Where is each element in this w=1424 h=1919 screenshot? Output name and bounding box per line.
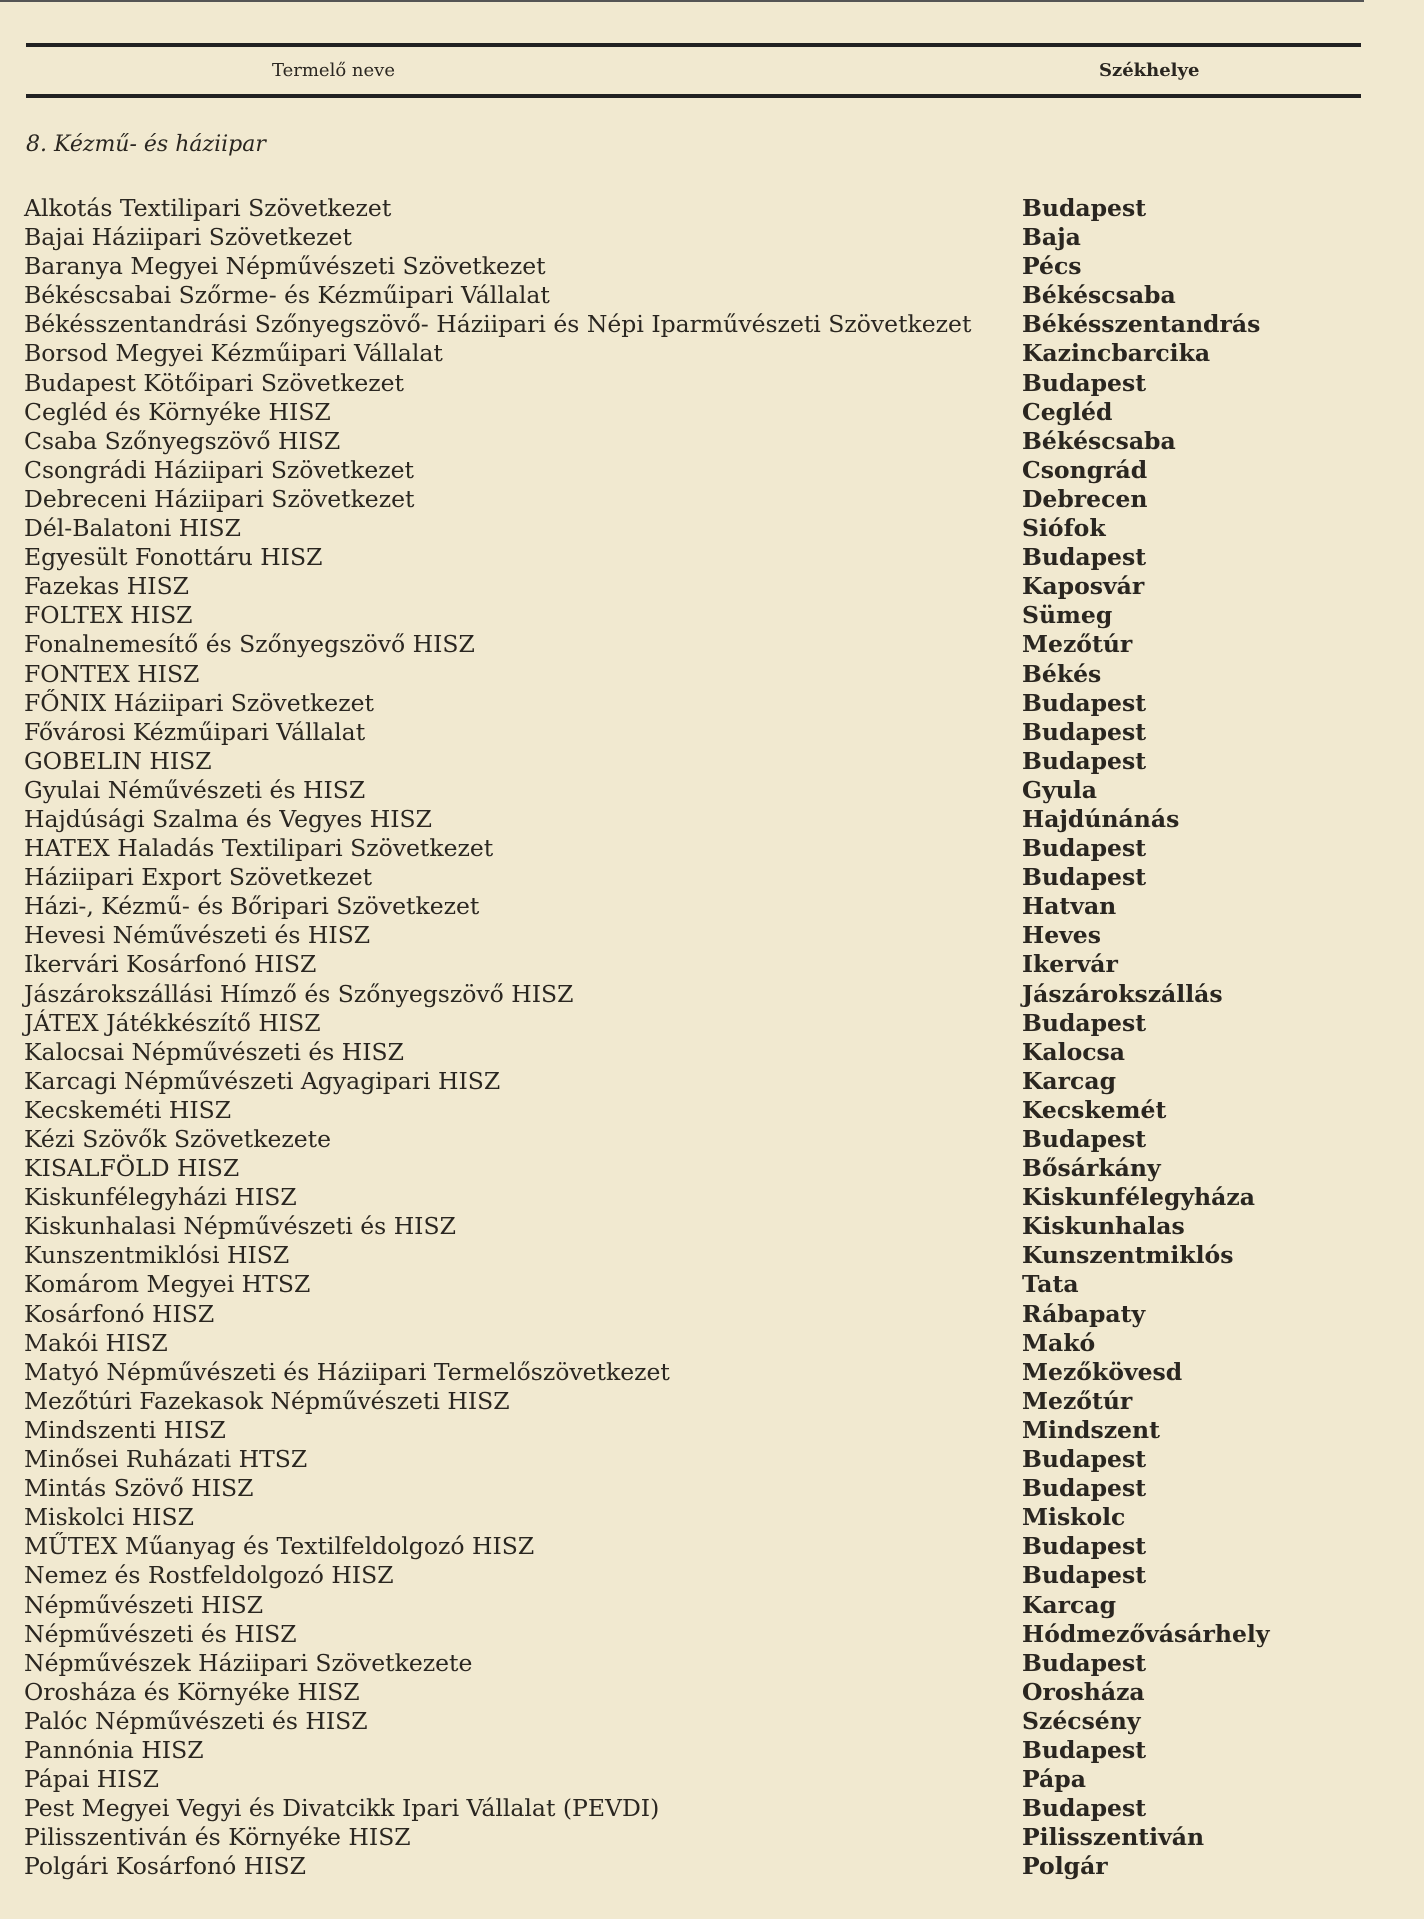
- producer-name: Pápai HISZ: [24, 1765, 160, 1794]
- table-row: [24, 514, 1404, 543]
- table-row: [24, 456, 1404, 485]
- producer-seat: Baja: [1022, 223, 1081, 252]
- table-row: [24, 660, 1404, 689]
- producer-name: Pilisszentiván és Környéke HISZ: [24, 1823, 411, 1852]
- producer-name: Mindszenti HISZ: [24, 1415, 226, 1444]
- producer-name: Pannónia HISZ: [24, 1735, 204, 1764]
- producer-name: Karcagi Népművészeti Agyagipari HISZ: [24, 1066, 501, 1095]
- producer-name: Baranya Megyei Népművészeti Szövetkezet: [24, 252, 546, 281]
- producer-seat: Rábapaty: [1022, 1299, 1146, 1328]
- producer-name: Budapest Kötőipari Szövetkezet: [24, 368, 404, 397]
- producer-name: Debreceni Háziipari Szövetkezet: [24, 484, 415, 513]
- producer-name: Házi-, Kézmű- és Bőripari Szövetkezet: [24, 892, 480, 921]
- producer-name: Békéscsabai Szőrme- és Kézműipari Vállalat: [24, 281, 550, 310]
- producer-name: JÁTEX Játékkészítő HISZ: [24, 1008, 321, 1037]
- table-row: [24, 718, 1404, 747]
- producer-seat: Kiskunhalas: [1022, 1212, 1185, 1241]
- producer-seat: Pilisszentiván: [1022, 1823, 1205, 1852]
- table-row: [24, 1532, 1404, 1561]
- producer-seat: Mezőtúr: [1022, 1386, 1133, 1415]
- producer-seat: Budapest: [1022, 746, 1147, 775]
- producer-name: Kiskunhalasi Népművészeti és HISZ: [24, 1212, 456, 1241]
- producer-name: Hajdúsági Szalma és Vegyes HISZ: [24, 804, 432, 833]
- table-row: [24, 601, 1404, 630]
- producer-seat: Kazincbarcika: [1022, 339, 1211, 368]
- producer-name: Polgári Kosárfonó HISZ: [24, 1852, 306, 1881]
- producer-name: Kecskeméti HISZ: [24, 1095, 232, 1124]
- table-row: [24, 485, 1404, 514]
- producer-seat: Pápa: [1022, 1765, 1086, 1794]
- producer-seat: Budapest: [1022, 717, 1147, 746]
- producer-seat: Budapest: [1022, 1794, 1147, 1823]
- table-row: [24, 1823, 1404, 1852]
- producer-seat: Budapest: [1022, 834, 1147, 863]
- table-row: [24, 1591, 1404, 1620]
- producer-seat: Ikervár: [1022, 950, 1118, 979]
- producer-seat: Budapest: [1022, 1648, 1147, 1677]
- producer-seat: Budapest: [1022, 1474, 1147, 1503]
- producer-name: Kunszentmiklósi HISZ: [24, 1241, 290, 1270]
- producer-seat: Bősárkány: [1022, 1154, 1161, 1183]
- producer-name: GOBELIN HISZ: [24, 746, 212, 775]
- producer-name: Gyulai Néművészeti és HISZ: [24, 775, 366, 804]
- producer-seat: Kalocsa: [1022, 1037, 1126, 1066]
- producer-name: Kosárfonó HISZ: [24, 1299, 215, 1328]
- producer-name: Pest Megyei Vegyi és Divatcikk Ipari Vállalat (PEVDI): [24, 1794, 660, 1823]
- producer-name: Kiskunfélegyházi HISZ: [24, 1183, 297, 1212]
- producer-seat: Heves: [1022, 921, 1101, 950]
- table-row: [24, 1212, 1404, 1241]
- producer-name: Ikervári Kosárfonó HISZ: [24, 950, 317, 979]
- producer-name: Fővárosi Kézműipari Vállalat: [24, 717, 366, 746]
- table-row: [24, 1416, 1404, 1445]
- table-row: [24, 1620, 1404, 1649]
- producer-name: Csongrádi Háziipari Szövetkezet: [24, 455, 414, 484]
- table-row: [24, 1474, 1404, 1503]
- table-row: [24, 1154, 1404, 1183]
- producer-name: Hevesi Néművészeti és HISZ: [24, 921, 371, 950]
- table-row: [24, 543, 1404, 572]
- table-row: [24, 863, 1404, 892]
- producer-name: FŐNIX Háziipari Szövetkezet: [24, 688, 374, 717]
- producer-seat: Mezőtúr: [1022, 630, 1133, 659]
- table-row: [24, 1561, 1404, 1590]
- producer-seat: Csongrád: [1022, 455, 1148, 484]
- table-row: [24, 223, 1404, 252]
- table-row: [24, 194, 1404, 223]
- table-row: [24, 1125, 1404, 1154]
- table-row: [24, 1067, 1404, 1096]
- producer-seat: Siófok: [1022, 514, 1106, 543]
- producer-name: Cegléd és Környéke HISZ: [24, 397, 331, 426]
- producer-name: Népművészeti HISZ: [24, 1590, 264, 1619]
- table-row: [24, 1096, 1404, 1125]
- producer-seat: Budapest: [1022, 1735, 1147, 1764]
- producer-seat: Kunszentmiklós: [1022, 1241, 1234, 1270]
- table-row: [24, 1852, 1404, 1881]
- producer-seat: Békésszentandrás: [1022, 310, 1261, 339]
- table-row: [24, 1736, 1404, 1765]
- producer-seat: Budapest: [1022, 194, 1147, 222]
- section-title: 8. Kézmű- és háziipar: [26, 132, 266, 157]
- producer-seat: Hódmezővásárhely: [1022, 1619, 1270, 1648]
- table-row: [24, 1329, 1404, 1358]
- table-row: [24, 1270, 1404, 1299]
- table-row: [24, 921, 1404, 950]
- producer-seat: Budapest: [1022, 1008, 1147, 1037]
- table-row: [24, 339, 1404, 368]
- producer-seat: Orosháza: [1022, 1677, 1145, 1706]
- table-row: [24, 369, 1404, 398]
- producer-seat: Kaposvár: [1022, 572, 1145, 601]
- producer-name: Népművészek Háziipari Szövetkezete: [24, 1648, 473, 1677]
- producer-seat: Jászárokszállás: [1022, 979, 1223, 1008]
- producer-seat: Budapest: [1022, 863, 1147, 892]
- producer-seat: Budapest: [1022, 688, 1147, 717]
- producer-seat: Hajdúnánás: [1022, 804, 1180, 833]
- producer-seat: Karcag: [1022, 1590, 1116, 1619]
- producer-name: Egyesült Fonottáru HISZ: [24, 543, 323, 572]
- producer-name: KISALFÖLD HISZ: [24, 1154, 240, 1183]
- header-top-rule: [26, 43, 1361, 47]
- producer-name: Bajai Háziipari Szövetkezet: [24, 223, 352, 252]
- table-row: [24, 1503, 1404, 1532]
- table-row: [24, 1358, 1404, 1387]
- table-row: [24, 252, 1404, 281]
- producer-name: Makói HISZ: [24, 1328, 168, 1357]
- table-row: [24, 1387, 1404, 1416]
- table-row: [24, 747, 1404, 776]
- producer-seat: Hatvan: [1022, 892, 1117, 921]
- table-row: [24, 776, 1404, 805]
- producer-seat: Makó: [1022, 1328, 1096, 1357]
- producer-seat: Békéscsaba: [1022, 426, 1176, 455]
- producer-seat: Budapest: [1022, 368, 1147, 397]
- producer-name: Borsod Megyei Kézműipari Vállalat: [24, 339, 443, 368]
- producer-seat: Szécsény: [1022, 1706, 1141, 1735]
- producer-name: Mezőtúri Fazekasok Népművészeti HISZ: [24, 1386, 510, 1415]
- table-row: [24, 1794, 1404, 1823]
- producer-name: Fazekas HISZ: [24, 572, 189, 601]
- producer-seat: Gyula: [1022, 775, 1097, 804]
- producer-seat: Budapest: [1022, 543, 1147, 572]
- producer-name: HATEX Haladás Textilipari Szövetkezet: [24, 834, 494, 863]
- producer-seat: Budapest: [1022, 1532, 1147, 1561]
- producer-name: Jászárokszállási Hímző és Szőnyegszövő HISZ: [24, 979, 574, 1008]
- header-bottom-rule: [26, 94, 1361, 98]
- column-header-seat: Székhelye: [1099, 60, 1200, 81]
- producer-seat: Debrecen: [1022, 484, 1148, 513]
- table-row: [24, 980, 1404, 1009]
- table-row: [24, 427, 1404, 456]
- column-header-name: Termelő neve: [272, 60, 395, 81]
- producer-name: Csaba Szőnyegszövő HISZ: [24, 426, 341, 455]
- producer-seat: Polgár: [1022, 1852, 1108, 1881]
- producer-seat: Békés: [1022, 659, 1102, 688]
- producer-name: FOLTEX HISZ: [24, 601, 193, 630]
- producer-seat: Mindszent: [1022, 1415, 1160, 1444]
- producer-seat: Budapest: [1022, 1561, 1147, 1590]
- table-row: [24, 892, 1404, 921]
- producer-seat: Tata: [1022, 1270, 1079, 1299]
- producer-name: Kalocsai Népművészeti és HISZ: [24, 1037, 404, 1066]
- producer-name: Orosháza és Környéke HISZ: [24, 1677, 360, 1706]
- table-row: [24, 1765, 1404, 1794]
- producer-name: Mintás Szövő HISZ: [24, 1474, 254, 1503]
- producer-seat: Békéscsaba: [1022, 281, 1176, 310]
- producer-seat: Mezőkövesd: [1022, 1357, 1183, 1386]
- producer-name: Népművészeti és HISZ: [24, 1619, 297, 1648]
- producer-name: Matyó Népművészeti és Háziipari Termelőszövetkezet: [24, 1357, 670, 1386]
- producer-seat: Cegléd: [1022, 397, 1113, 426]
- producer-name: Háziipari Export Szövetkezet: [24, 863, 373, 892]
- table-row: [24, 1707, 1404, 1736]
- table-row: [24, 805, 1404, 834]
- table-row: [24, 1649, 1404, 1678]
- table-row: [24, 1241, 1404, 1270]
- table-header: [0, 60, 1424, 84]
- producer-seat: Miskolc: [1022, 1503, 1126, 1532]
- producer-name: Fonalnemesítő és Szőnyegszövő HISZ: [24, 630, 475, 659]
- producer-seat: Kiskunfélegyháza: [1022, 1183, 1255, 1212]
- table-row: [24, 1678, 1404, 1707]
- table-row: [24, 1300, 1404, 1329]
- table-row: [24, 1038, 1404, 1067]
- producer-name: Alkotás Textilipari Szövetkezet: [24, 194, 392, 222]
- producer-name: Nemez és Rostfeldolgozó HISZ: [24, 1561, 394, 1590]
- producer-seat: Budapest: [1022, 1445, 1147, 1474]
- producer-list: [24, 194, 1404, 1881]
- producer-name: FONTEX HISZ: [24, 659, 200, 688]
- producer-name: Komárom Megyei HTSZ: [24, 1270, 311, 1299]
- table-row: [24, 834, 1404, 863]
- table-row: [24, 689, 1404, 718]
- producer-name: Dél-Balatoni HISZ: [24, 514, 241, 543]
- table-row: [24, 310, 1404, 339]
- table-row: [24, 281, 1404, 310]
- producer-name: Békésszentandrási Szőnyegszövő- Háziipari és Népi Iparművészeti Szövetkezet: [24, 310, 972, 339]
- producer-seat: Kecskemét: [1022, 1095, 1167, 1124]
- table-row: [24, 630, 1404, 659]
- producer-name: Minősei Ruházati HTSZ: [24, 1445, 308, 1474]
- producer-name: Palóc Népművészeti és HISZ: [24, 1706, 368, 1735]
- producer-seat: Karcag: [1022, 1066, 1116, 1095]
- producer-name: Kézi Szövők Szövetkezete: [24, 1125, 332, 1153]
- table-row: [24, 398, 1404, 427]
- table-row: [24, 1009, 1404, 1038]
- table-row: [24, 1183, 1404, 1212]
- producer-seat: Pécs: [1022, 252, 1082, 281]
- table-row: [24, 1445, 1404, 1474]
- producer-name: MŰTEX Műanyag és Textilfeldolgozó HISZ: [24, 1532, 535, 1561]
- top-edge-line: [0, 0, 1364, 2]
- table-row: [24, 950, 1404, 979]
- producer-seat: Sümeg: [1022, 601, 1113, 630]
- table-row: [24, 572, 1404, 601]
- producer-name: Miskolci HISZ: [24, 1503, 194, 1532]
- producer-seat: Budapest: [1022, 1125, 1147, 1153]
